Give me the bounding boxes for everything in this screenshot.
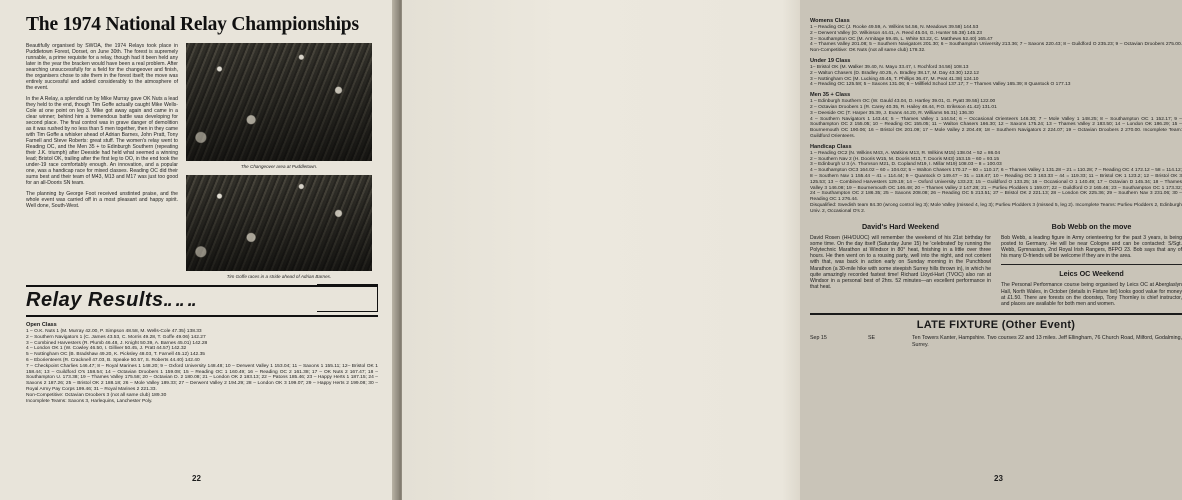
late-fixture-description: Ten Towers Kanter, Hampshire. Two courses 22 and 13 miles. Jeff Ellingham, 76 Church Road, Milford, Godalming, Surrey. — [912, 335, 1182, 348]
photo-tim-goffe — [186, 175, 372, 271]
result-line-disqualified: Disqualified: Swedish team 84.30 (wrong control leg 3); Mole Valley (missed 4, leg 3); Purlieu Plodders 3 (missed 5, leg 2). Incomplete Teams: Purlieu Plodders 2, Edinburgh Univ. 2, Occasional O's 2. — [810, 202, 1182, 214]
photo-column — [186, 43, 372, 279]
handicap-class-heading: Handicap Class — [810, 143, 852, 150]
result-line: 3 – Edinburgh U 3 (A. Thomson M21, D. Copland M19, I. Millar M19) 108.03 – 8 = 100.03 — [810, 162, 1002, 168]
result-line-incomplete-teams: Incomplete Teams: Saxons 3, Harlequins, Lanchester Poly. — [26, 398, 153, 404]
womens-class-heading: Womens Class — [810, 18, 850, 24]
result-line: 2 – Octavian Droobers 1 (R. Carey 40.35, R. Hailey 48.44, P.O. Eriksson 41.42) 131.01 — [810, 104, 997, 110]
result-line: 3 – Combined Harvesters (R. Plumb 46.48, J. Knight 50.39, A. Barnes 45.01) 142.28 — [26, 340, 208, 346]
result-line: 3 – Deeside OC (T. Harper 35.39, J. Evans 44.20, R. Williams 56.31) 136.30 — [810, 110, 974, 116]
men35-class-results — [810, 99, 1182, 140]
men35-class-heading: Men 35 + Class — [810, 92, 851, 99]
relay-results-heading-text: Relay Results — [26, 289, 164, 311]
late-fixture-region: SE — [868, 335, 876, 342]
photo-changeover-caption: The Changeover area at Puddletown. — [240, 164, 318, 169]
result-line: 2 – Walton Chasers (D. Bradley 40.25, A. Bradley 38.17, M. Day 43.30) 122.12 — [810, 70, 979, 76]
result-line: 1 – Edinburgh Southern OC (W. Gauld 43.04, D. Hartley 39.01, G. Pyatt 39.55) 122.00 — [810, 99, 996, 105]
late-fixture-date: Sep 15 — [810, 335, 827, 342]
article-paragraph-1: Beautifully organised by SWOA, the 1974 Relays took place in Puddletown Forest, Dorset, on June 30th. The forest is supremely runnable, a prime requisite for a relay, though had it been held any later in the year the bracken would have been a real problem. After searching unsuccessfully for a field for the changeover and finish, the organisers chose to site them in the forest itself; the move was entirely successful and added considerably to the atmosphere of the event. — [26, 43, 178, 91]
result-line: 2 – Derwent Valley (D. Wilkinson 44.41, A. Reed 45.04, G. Hunter 55.38) 145.23 — [810, 30, 982, 36]
handicap-class-results — [810, 151, 1182, 215]
article-body — [26, 43, 178, 279]
right-page-number: 23 — [994, 474, 1003, 483]
result-line: 4 – Thames Valley 201.08; 5 – Southern Navigators 201.30; 6 – Southampton University 213.36; 7 – Saxons 220.43; 8 – Guildford O 235.23; 9 – Octavian Droobers 275.00. Non-Competitive: OK Nuts (not all same club) 178.32. — [810, 42, 1182, 54]
davids-weekend-body: David Rosen (HH/OUOC) will remember the weekend of his 21st birthday for some time. On the day itself (Saturday June 15) he 'celebrated' by running the Polytechnic Marathon at Windsor in 80° heat, finishing in a little over three hours. He then went on to a rousing party, well into the night, and not content with that, was back in action early on Sunday morning in the Punchbowl Marathon (a 30-mile hike with some steepish Surrey hills thrown in), in which he quite amazingly recorded fastest time! Richard Lloyd-Hart (TVOC) also ran at Windsor in a personal best of 2hrs. 52 minutes—an excellent performance in that heat. — [810, 234, 991, 291]
late-fixture-divider — [810, 313, 1182, 315]
article-paragraph-2: In the A Relay, a splendid run by Mike Murray gave OK Nuts a lead they held to the end, though Tim Goffe actually caught Mike Wells-Cole at one point on leg 3. Mike got away again and came in a clear winner; behind him a tremendous battle was developing for second place. The final control was in grave danger of demolition as it was rushed by no less than 5 men together, then in they came with Tim Goffe a whisker ahead of Adrian Barnes, John Pratt, Tony Farnell and Steve Roberts: great stuff. The women's relay went to Reading OC, and the Men 35 + to Edinburgh Southern (repeating their J.K. triumph) after Deeside had held what seemed a winning lead; Bristol OK, trailing after the first leg to OO, in the end took the under-19 race comfortably enough. An innovation, and a popular one, was a handicap race for mixed classes. Reading OC did their sums best and their team of M43, M13 and M17 was just too good for an all-Dooris SN team. — [26, 96, 178, 186]
result-line: 1 – O.K. Nuts 1 (M. Murray 42.00, P. Simpson 48.58, M. Wells-Cole 47.35) 138.33 — [26, 329, 202, 334]
result-line-non-competitive: Non-Competitive: Octavian Droobers 3 (not all same club) 189.30 — [26, 392, 167, 398]
result-line: 3 – Nottingham OC (M. Lucking 45.45, T. Phillips 36.47, M. Peat 41.38) 124.10 — [810, 76, 979, 82]
late-fixture-row — [810, 335, 1182, 348]
open-class-results — [26, 329, 378, 404]
page-title: The 1974 National Relay Championships — [26, 14, 359, 35]
result-line: 4 – Reading OC 125.58; 5 – Saxons 131.06; 6 – Millfield School 137.17; 7 – Thames Valley 165.39; 8 Quantock O 177.13 — [810, 82, 1071, 88]
leics-weekend-heading: Leics OC Weekend — [1059, 269, 1124, 279]
relay-results-heading — [26, 285, 378, 317]
under19-class-heading: Under 19 Class — [810, 57, 851, 64]
under19-class-results — [810, 65, 1182, 88]
photo-tim-goffe-caption: Tim Goffe races in a stride ahead of Adrian Barnes. — [226, 274, 332, 279]
result-line: 1– Bristol OK (M. Walker 39.40, N. Mayo 33.47, I. Rochford 34.56) 108.13 — [810, 64, 969, 70]
right-page — [402, 0, 1182, 500]
result-line: 1 – Reading OC2 (N. Wilkins M43, A. Watkins M13, R. Wilkins M15) 138.04 – 52 = 86.04 — [810, 150, 1001, 156]
result-line: 7 – Checkpoint Charlies 146.47; 8 – Royal Marines 1 148.20; 9 – Oxford University 148.48; 10 – Derwent Valley 1 153.04; 11 – Saxons 1 155.11; 12– Bristol OK 1 158.44; 13 – Guildford O's 158.54; 14 – Octavian Droobers 1 159.08; 15 – Reading OC 1 160.49; 16 – Reading OC 2 161.38; 17 – OK Nuts 2 167.47; 18 – Southampton U. 173.38; 19 – Thames Valley 175.58; 20 – Octavian D. 2 180.08; 21 – London OK 2 183.13; 22 – Patons 185.46; 23 – Happy Herts 1 187.15; 24 – Saxons 2 187.26; 25 – Bristol OK 2 188.18; 26 – Mole Valley 189.33; 27 – Derwent Valley 2 194.29; 28 – London OK 3 199.07; 29 – Happy Herts 2 199.08; 30 – Royal Army Pay Corps 199.46; 31 – Royal Marines 2 221.33. — [26, 363, 378, 392]
result-line: 4 – Southern Navigators 1 143.44; 5 – Thames Valley 1 144.54; 6 – Occasional Orienteers 146.30; 7 – Mole Valley 1 148.25; 8 – Southampton OC 1 152.17; 9 – Southampton OC 2 155.05; 10 – Reading OC 155.05; 11 – Walton Chasers 166.30; 12 – Saxons 175.24; 13 – Thames Valley 2 183.50; 14 – London OK 186.29; 15 – Bournemouth OC 190.06; 16 – Bristol OK 201.09; 17 – Mole Valley 2 204.49; 18 – Southern Navigators 2 224.07; 19 – Octavian Droobers 2 270.00. Incomplete Team: Guildford Orienteers. — [810, 116, 1182, 139]
article-paragraph-3: The planning by George Foot received unstinted praise, and the whole event was carried off in a most pleasant and happy spirit. Well done, South-West. — [26, 191, 178, 209]
relay-results-heading-dots: .. .. .. — [163, 290, 196, 310]
right-news-column — [1001, 222, 1182, 308]
result-line: 5 – Nottingham OC (B. Bradshaw 49.20, K. Picksley 48.03, T. Farnell 45.12) 142.35 — [26, 352, 205, 358]
result-line: 2 – Southern Nav 2 (H. Dooris W15, M. Dooris M13, T. Dooris M43) 153.15 – 60 = 93.15 — [810, 156, 1000, 162]
news-divider — [1001, 264, 1182, 265]
left-page-number: 22 — [192, 474, 201, 483]
news-columns — [810, 222, 1182, 308]
lead-section — [26, 43, 378, 279]
bob-webb-body: Bob Webb, a leading figure in Army orienteering for the past 3 years, is being posted to Germany. He will be near Cologne and can be contacted: S/Sgt. Webb, Gymnasium, 2nd Royal Irish Rangers, BFPO 23. Bob says that any of his many O-friends will be welcome if they are in the area. — [1001, 234, 1182, 260]
left-page-content — [26, 14, 378, 469]
heading-decorative-box — [317, 284, 378, 312]
right-page-content — [810, 14, 1182, 469]
result-line: 3 – Southampton OC (M. Armitage 59.45, L. White 53.22, C. Matthews 52.40) 165.47 — [810, 36, 993, 42]
womens-class-results — [810, 25, 1182, 54]
result-line: 4 – London OK 1 (W. Cowley 46.50, I. Gilliver 50.45, J. Pratt 44.57) 142.32 — [26, 346, 187, 352]
open-class-heading: Open Class — [26, 322, 57, 328]
result-line: 2 – Southern Navigators 1 (C. James 43.53, C. Morris 49.28, T. Goffe 49.06) 142.27 — [26, 334, 206, 340]
leics-weekend-body: The Personal Performance course being organised by Leics OC at Aberglaslyn Hall, North Wales, in October (details in Fixture list) looks good value for money at £1.50. There are forests on the doorstep, Tony Thornley is chief instructor, and places are available for both men and women. — [1001, 282, 1182, 307]
late-fixture-heading: LATE FIXTURE (Other Event) — [916, 319, 1076, 332]
result-line: 4 – Southampton OC3 164.02 – 60 = 104.02; 5 – Walton Chasers 170.17 – 60 = 110.17; 6 – Thames Valley 1 131.28 – 21 = 110.28; 7 – Reading OC 4 172.12 – 58 = 114.12; 8 – Southern Nav 1 155.44 – 41 = 114.44; 9 – Quantock O 149.47 – 31 = 118.47; 10 – Reading OC 3 163.33 – 44 = 119.33; 11 – Bristol OK 1 123.2; 12 – Bristol OK 3 125.53; 13 – Combined Harvesters 129.19; 14 – Oxford University 133.23; 15 – Guildford O 133.25; 16 – Occasional O 1 140.49; 17 – Octavian D 145.34; 18 – Thames Valley 3 146.08; 19 – Bournemouth OC 146.48; 20 – Thames Valley 2 147.28; 21 – Purlieu Plodders 1 159.07; 22 – Guildford O 2 165.46; 23 – Southampton OC 1 173.32; 24 – Southampton OC 2 186.35; 25 – Saxons 208.08; 26 – Reading OC 5 213.51; 27 – Bristol OK 2 221.13; 28 – London OK 225.36; 29 – Southern Nav 3 231.06; 30 – Reading OC 1 276.44. — [810, 168, 1182, 203]
result-line: 6 – Eborienteers (R. Cracknell 47.03, B. Speake 50.57, S. Roberts 44.40) 142.40 — [26, 357, 200, 363]
davids-weekend-heading: David's Hard Weekend — [861, 221, 940, 231]
result-line: 1 – Reading OC (J. Rooke 49.59, A. Wilkins 54.56, N. Meadows 39.58) 144.53 — [810, 25, 979, 30]
photo-changeover-area — [186, 43, 372, 161]
left-page — [0, 0, 398, 500]
bob-webb-heading: Bob Webb on the move — [1051, 221, 1132, 231]
davids-weekend-article — [810, 222, 991, 308]
